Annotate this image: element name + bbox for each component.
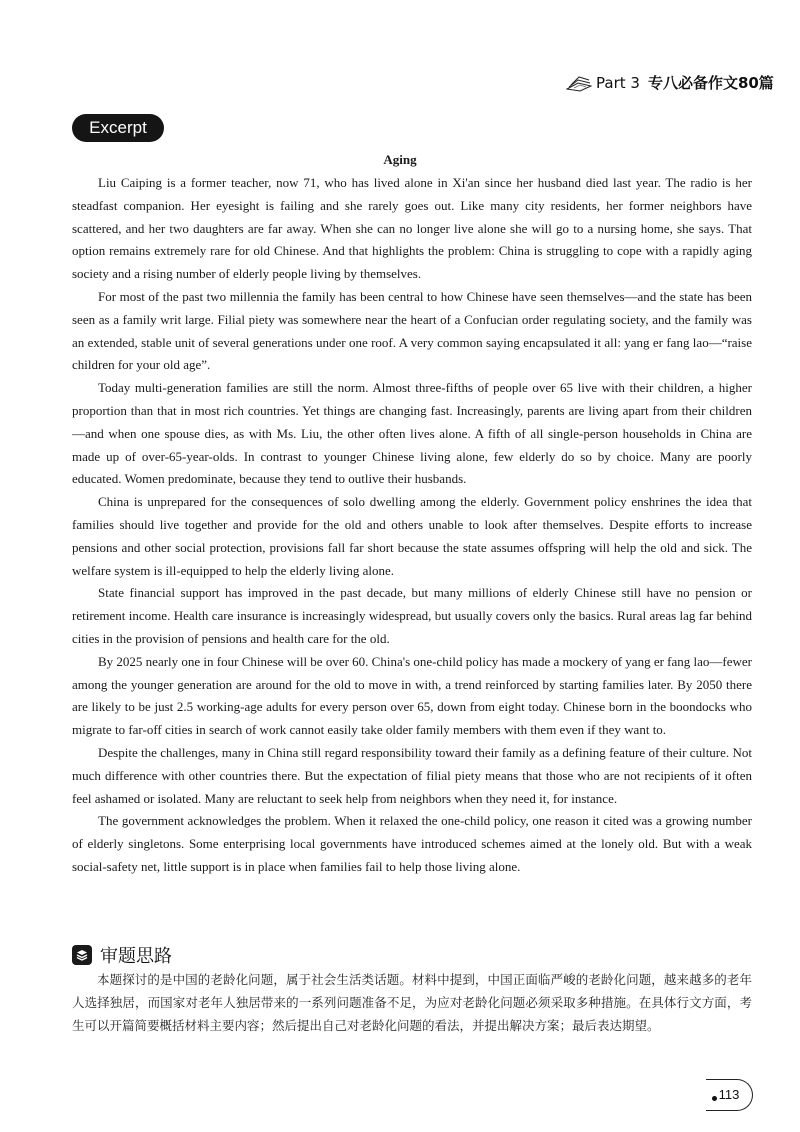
bullet-dot-icon bbox=[712, 1096, 717, 1101]
article-paragraph: By 2025 nearly one in four Chinese will be over 60. China's one-child policy has made a mockery of yang er fang lao—fewer among the younger generation are around for the old to move in with, a trend reinforced by starting families later. By 2050 there are likely to be just 2.5 working-age adults for every person over 65, down from eight today. Chinese born in the boondocks who migrate to far-off cities in search of work cannot easily take older family members with them even if they want to. bbox=[72, 653, 752, 738]
analysis-section-header bbox=[72, 942, 172, 968]
analysis-body bbox=[72, 968, 752, 1037]
analysis-paragraph: 本题探讨的是中国的老龄化问题，属于社会生活类话题。材料中提到，中国正面临严峻的老龄化问题，越来越多的老年人选择独居，而国家对老年人独居带来的一系列问题准备不足，为应对老龄化问题必须采取多种措施。在具体行文方面，考生可以开篇简要概括材料主要内容；然后提出自己对老龄化问题的看法，并提出解决方案；最后表达期望。 bbox=[72, 972, 752, 1033]
page-number-badge bbox=[706, 1079, 753, 1111]
article-paragraph: China is unprepared for the consequences of solo dwelling among the elderly. Government policy enshrines the idea that families should live together and provide for the old and others unable to look after themselves. Despite efforts to increase pensions and other social protection, provisions fall far short because the state assumes offspring will help the old and sick. The welfare system is ill-equipped to help the elderly living alone. bbox=[72, 494, 752, 578]
analysis-heading: 审题思路 bbox=[100, 946, 172, 967]
article-paragraph: Liu Caiping is a former teacher, now 71, who has lived alone in Xi'an since her husband died last year. The radio is her steadfast companion. Her eyesight is failing and she rarely goes out. Like many city residents, her former neighbors have scattered, and her two daughters are far away. When she can no longer live alone she will go to a nursing home, she says. That option remains extremely rare for old Chinese. And that highlights the problem: China is struggling to cope with a rapidly aging society and a rising number of elderly people living by themselves. bbox=[72, 175, 752, 282]
book-icon bbox=[566, 74, 592, 92]
part-number: Part 3 bbox=[596, 73, 640, 92]
article-body bbox=[72, 172, 752, 879]
article-paragraph: State financial support has improved in the past decade, but many millions of elderly Chinese still have no pension or retirement income. Health care insurance is increasingly widespread, but usually covers only the basics. Rural areas lag far behind cities in the provision of pensions and health care for the old. bbox=[72, 585, 752, 646]
part-header bbox=[566, 72, 774, 93]
article-paragraph: Today multi-generation families are still the norm. Almost three-fifths of people over 65 live with their children, a higher proportion than that in most rich countries. Yet things are changing fast. Increasingly, parents are living apart from their children—and when one spouse dies, as with Ms. Liu, the other often lives alone. A fifth of all single-person households in China are made up of over-65-year-olds. In contrast to younger Chinese living alone, few elderly do so by choice. Many are poorly educated. Women predominate, because they tend to outlive their husbands. bbox=[72, 380, 752, 487]
article-paragraph: Despite the challenges, many in China still regard responsibility toward their family as a defining feature of their culture. Not much difference with other countries there. But the expectation of filial piety means that those who are not recipients of it often feel ashamed or isolated. Many are reluctant to seek help from neighbors when they need it, for instance. bbox=[72, 744, 752, 806]
part-title: 专八必备作文80篇 bbox=[647, 74, 774, 92]
excerpt-badge: Excerpt bbox=[72, 114, 164, 142]
page-number: 113 bbox=[718, 1087, 740, 1102]
article-paragraph: For most of the past two millennia the family has been central to how Chinese have seen themselves—and the state has been seen as a family writ large. Filial piety was somewhere near the heart of a Confucian order regulating society, and the family was an extended, stable unit of several generations under one roof. A very common saying encapsulated it all: yang er fang lao—“raise children for your old age”. bbox=[72, 288, 752, 373]
article-title: Aging bbox=[383, 152, 417, 167]
article-paragraph: The government acknowledges the problem. When it relaxed the one-child policy, one reason it cited was a growing number of elderly singletons. Some enterprising local governments have introduced schemes aimed at the lonely old. But with a weak social-safety net, little support is in place when families fail to help those living alone. bbox=[72, 813, 752, 874]
layers-icon bbox=[72, 945, 92, 965]
